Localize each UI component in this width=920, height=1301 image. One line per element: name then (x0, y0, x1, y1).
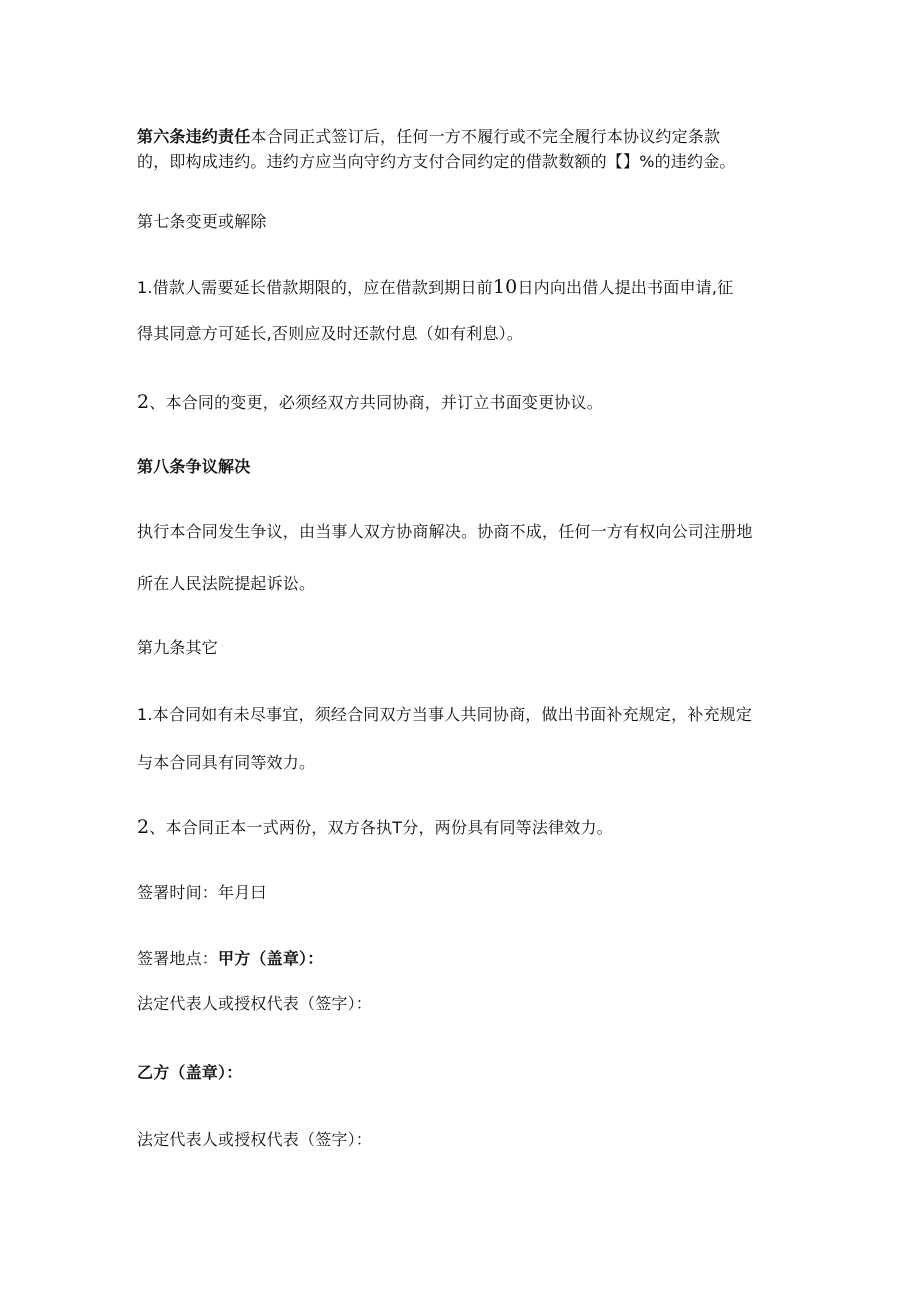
article9-item2-text: 、本合同正本一式两份，双方各执T分，两份具有同等法律效力。 (149, 818, 613, 837)
party-a-representative: 法定代表人或授权代表（签字）： (137, 994, 373, 1013)
signing-place-line (137, 947, 323, 971)
party-a-seal: 甲方（盖章）： (218, 949, 324, 968)
party-b-representative: 法定代表人或授权代表（签字）： (137, 1130, 373, 1149)
article8-text-line2: 所在人民法院提起诉讼。 (137, 574, 316, 593)
article6-line1 (137, 125, 720, 149)
article7-item1-prefix: 1.借款人需要延长借款期限的，应在借款到期日前 (137, 278, 493, 297)
article7-item1-line1 (137, 275, 733, 300)
article7-item2-number: 2 (137, 391, 150, 413)
article6-text-line2: 的，即构成违约。违约方应当向守约方支付合同约定的借款数额的【】%的违约金。 (137, 152, 736, 171)
article7-heading: 第七条变更或解除 (137, 212, 267, 231)
article8-text-line1: 执行本合同发生争议，由当事人双方协商解决。协商不成，任何一方有权向公司注册地 (137, 522, 753, 541)
article7-item2-text: 、本合同的变更，必须经双方共同协商，并订立书面变更协议。 (149, 393, 603, 412)
article7-item1-line2: 得其同意方可延长,否则应及时还款付息（如有利息）。 (137, 324, 524, 343)
article9-heading: 第九条其它 (137, 638, 219, 657)
signing-place-label: 签署地点： (137, 949, 219, 968)
signing-time: 签署时间：年月曰 (137, 883, 267, 902)
article7-item1-suffix: 日内向出借人提出书面申请,征 (517, 278, 734, 297)
article9-item2-number: 2 (137, 816, 150, 838)
article9-item1-line2: 与本合同具有同等效力。 (137, 753, 316, 772)
article8-heading: 第八条争议解决 (137, 457, 251, 476)
party-b-seal: 乙方（盖章）： (137, 1063, 243, 1082)
article7-item1-number: 10 (492, 276, 518, 298)
article7-item2 (137, 390, 603, 415)
article6-heading: 第六条违约责任 (137, 127, 251, 146)
article9-item1-line1: 1.本合同如有未尽事宜，须经合同双方当事人共同协商，做出书面补充规定，补充规定 (137, 705, 753, 724)
article6-text-line1: 本合同正式签订后，任何一方不履行或不完全履行本协议约定条款 (250, 127, 721, 146)
article9-item2 (137, 815, 613, 840)
